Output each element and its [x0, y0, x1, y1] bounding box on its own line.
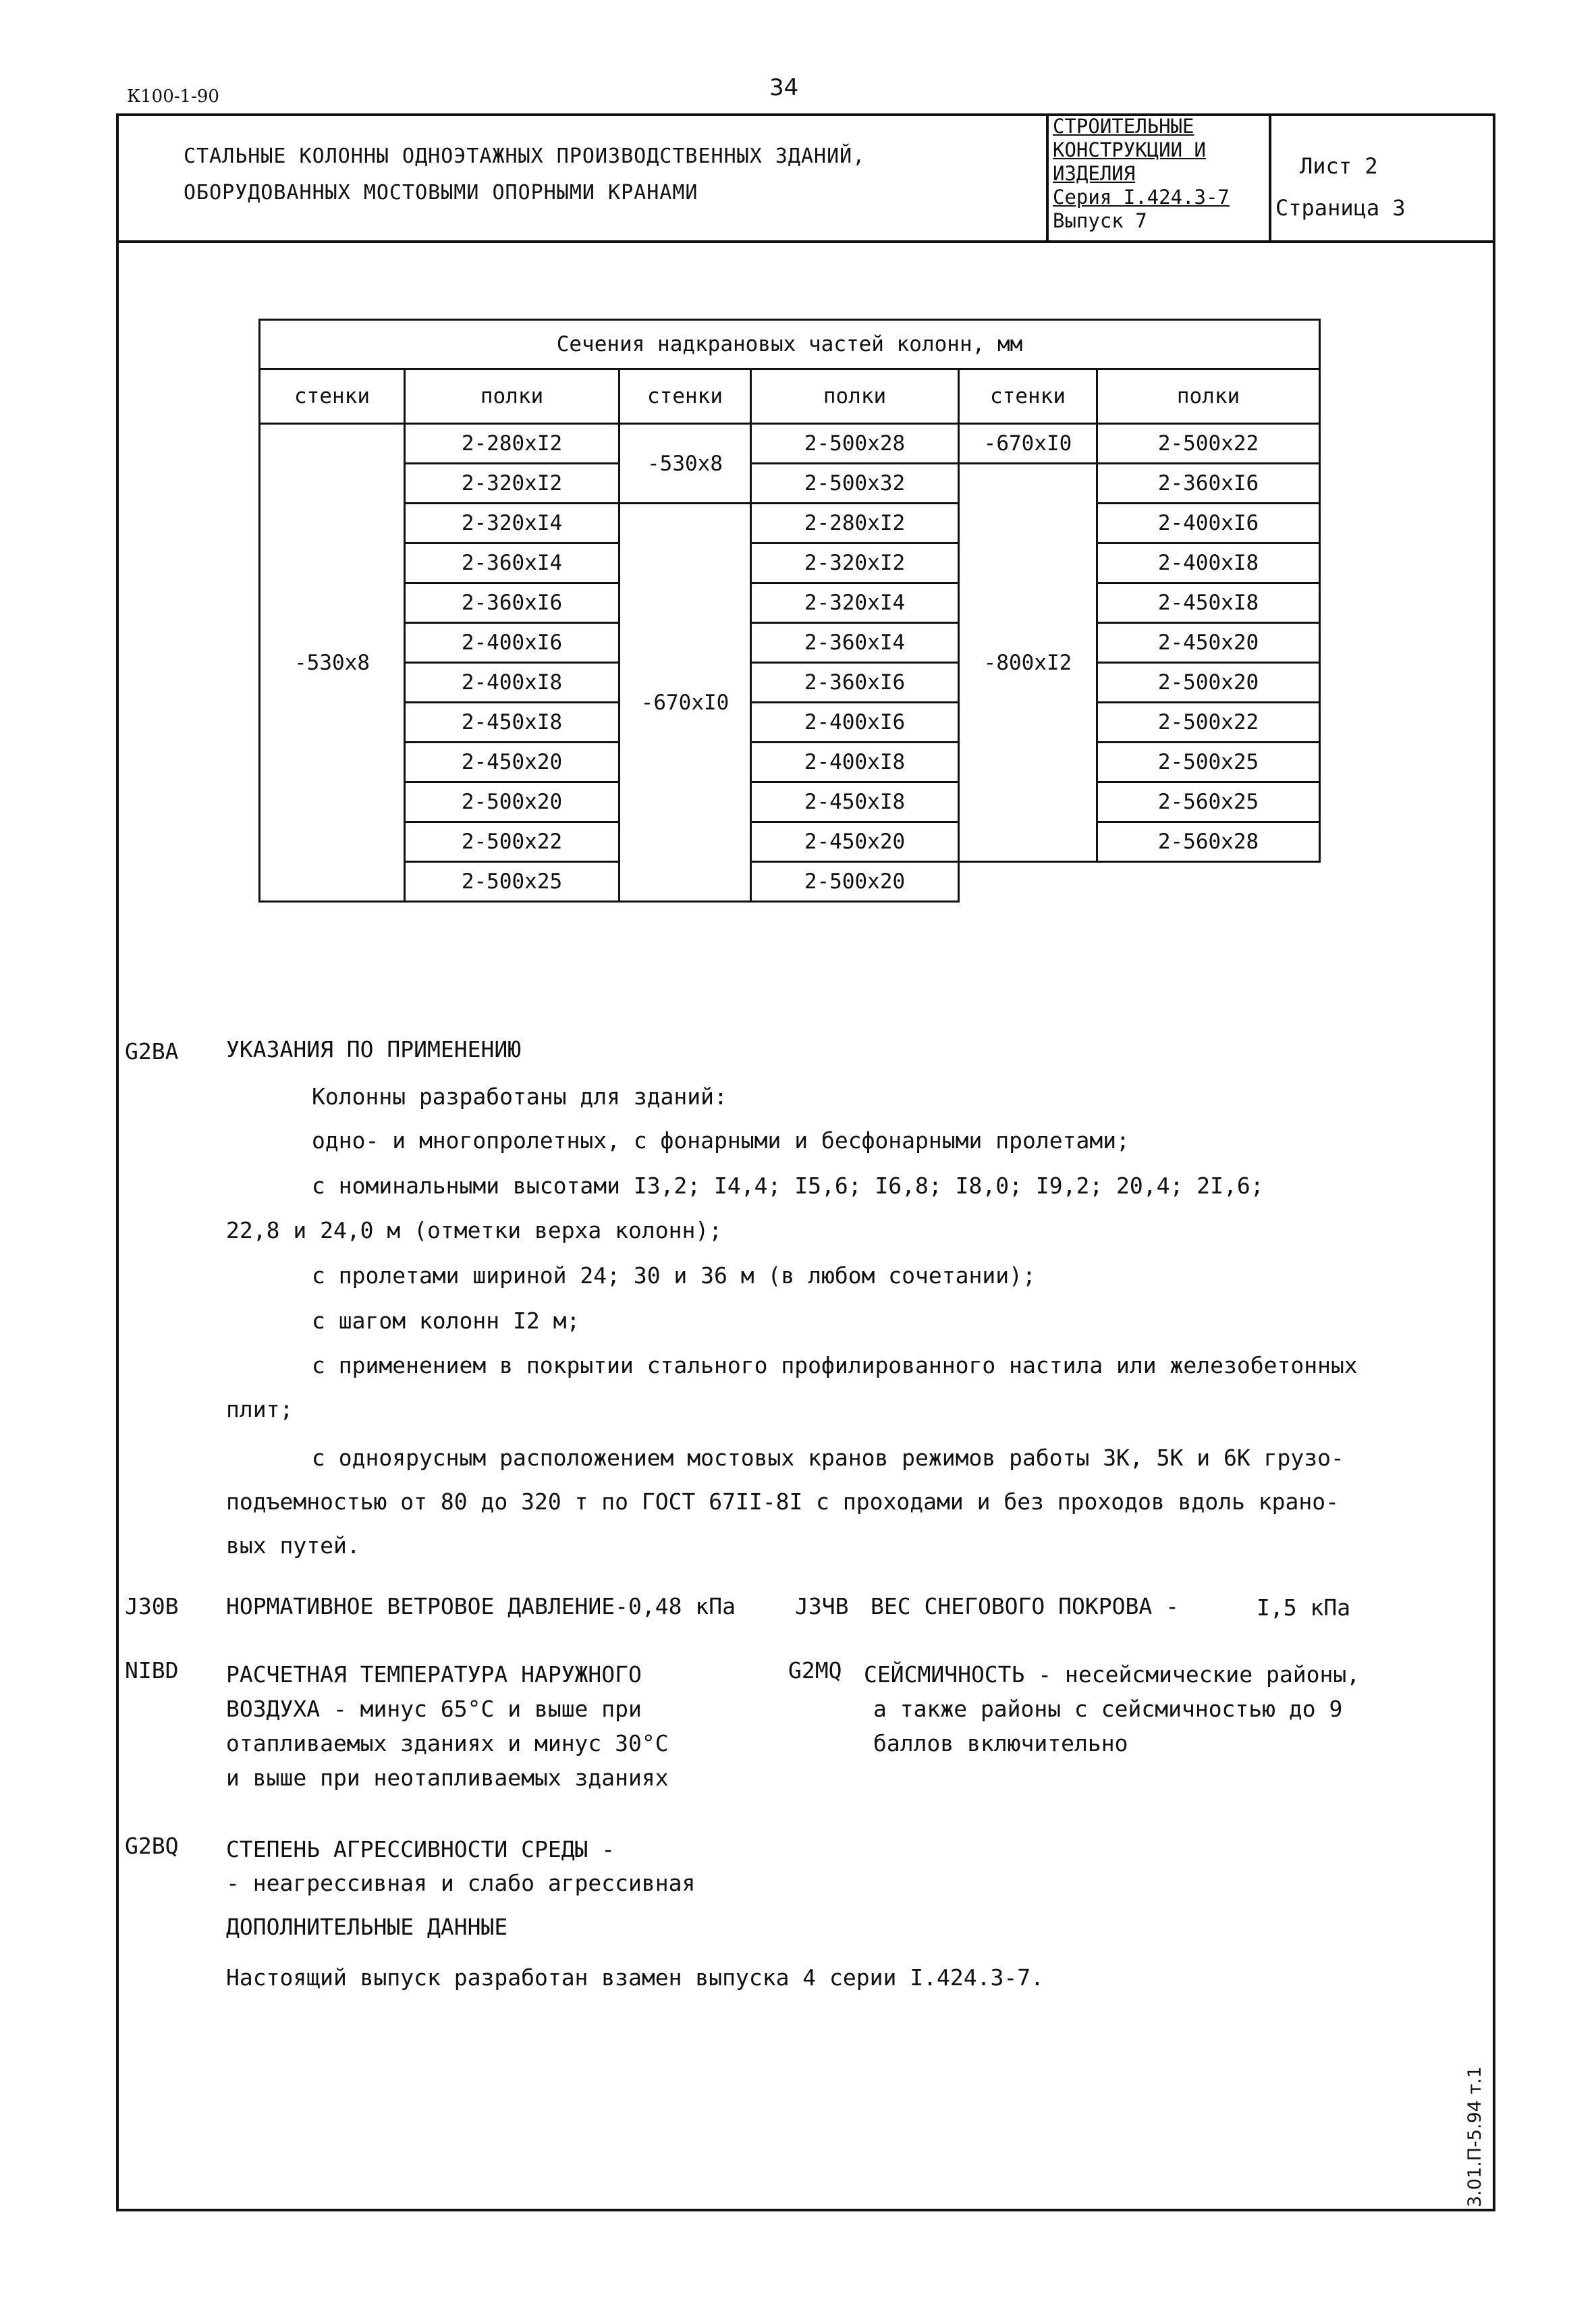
section-code: G2BA: [125, 1038, 179, 1065]
title-line: СТАЛЬНЫЕ КОЛОННЫ ОДНОЭТАЖНЫХ ПРОИЗВОДСТВЕННЫХ ЗДАНИЙ,: [184, 144, 866, 168]
paragraph-line: с шагом колонн I2 м;: [312, 1308, 580, 1334]
column-header: стенки: [620, 369, 751, 424]
web-cell: -670xI0: [959, 424, 1097, 464]
web-cell: -670xI0: [620, 504, 751, 902]
flange-cell: 2-320xI4: [405, 504, 620, 543]
document-title: [184, 138, 865, 211]
paragraph-line: с применением в покрытии стального профилированного настила или железобетонных: [312, 1352, 1358, 1378]
web-cell: -530x8: [260, 424, 405, 902]
flange-cell: 2-500x20: [1097, 663, 1320, 703]
column-header: полки: [751, 369, 959, 424]
paragraph-line: с номинальными высотами I3,2; I4,4; I5,6; I6,8; I8,0; I9,2; 20,4; 2I,6;: [312, 1173, 1264, 1199]
flange-cell: 2-360xI4: [751, 623, 959, 663]
flange-cell: 2-450x20: [405, 743, 620, 782]
flange-cell: 2-320xI2: [751, 543, 959, 583]
category-line: СТРОИТЕЛЬНЫЕ: [1053, 115, 1194, 138]
table-row: [260, 623, 1320, 663]
flange-cell: 2-280xI2: [751, 504, 959, 543]
table-row: [260, 424, 1320, 464]
series-block: [1053, 115, 1230, 233]
table-row: [260, 862, 1320, 902]
web-cell: -530x8: [620, 424, 751, 504]
table-row: [260, 663, 1320, 703]
title-block-separator: [1046, 113, 1049, 242]
flange-cell: 2-320xI4: [751, 583, 959, 623]
flange-cell: 2-500x22: [1097, 424, 1320, 464]
category-line: ИЗДЕЛИЯ: [1053, 162, 1136, 185]
side-stamp: 3.01.П-5.94 т.1: [1464, 2066, 1485, 2207]
flange-cell: 2-400xI6: [751, 703, 959, 743]
table-row: [260, 743, 1320, 782]
series-number: Серия I.424.3-7: [1053, 186, 1230, 209]
temperature-line: и выше при неотапливаемых зданиях: [226, 1765, 669, 1791]
sheet-block: [1275, 145, 1406, 229]
flange-cell: 2-560x25: [1097, 782, 1320, 822]
section-title: УКАЗАНИЯ ПО ПРИМЕНЕНИЮ: [226, 1036, 522, 1063]
flange-cell: 2-500x25: [1097, 743, 1320, 782]
flange-cell: 2-500x22: [405, 822, 620, 862]
web-cell: -800xI2: [959, 464, 1097, 862]
flange-cell: 2-400xI8: [751, 743, 959, 782]
paragraph-line: плит;: [226, 1396, 294, 1422]
flange-cell: 2-500x22: [1097, 703, 1320, 743]
additional-title: ДОПОЛНИТЕЛЬНЫЕ ДАННЫЕ: [226, 1914, 508, 1940]
sections-table: [258, 319, 1321, 903]
flange-cell: 2-400xI8: [1097, 543, 1320, 583]
flange-cell: 2-450xI8: [751, 782, 959, 822]
flange-cell: 2-450x20: [751, 822, 959, 862]
sheet-number: Лист 2: [1300, 153, 1378, 179]
aggressiveness-line: - неагрессивная и слабо агрессивная: [226, 1870, 696, 1896]
flange-cell: 2-450x20: [1097, 623, 1320, 663]
paragraph-line: с одноярусным расположением мостовых кранов режимов работы 3К, 5К и 6К грузо-: [312, 1445, 1344, 1471]
column-header: стенки: [260, 369, 405, 424]
issue-number: Выпуск 7: [1053, 209, 1147, 232]
seismic-code: G2MQ: [788, 1657, 842, 1684]
flange-cell: 2-560x28: [1097, 822, 1320, 862]
temperature-code: NIBD: [125, 1657, 179, 1684]
seismic-line: СЕЙСМИЧНОСТЬ - несейсмические районы,: [864, 1661, 1360, 1688]
flange-cell: 2-500x20: [405, 782, 620, 822]
flange-cell: 2-360xI6: [1097, 464, 1320, 504]
paragraph-line: с пролетами шириной 24; 30 и 36 м (в любом сочетании);: [312, 1262, 1036, 1289]
sheet-page: Страница 3: [1275, 195, 1406, 221]
table-row: [260, 543, 1320, 583]
flange-cell: 2-450xI8: [405, 703, 620, 743]
temperature-line: отапливаемых зданиях и минус 30°С: [226, 1730, 669, 1756]
flange-cell: 2-450xI8: [1097, 583, 1320, 623]
flange-cell: 2-400xI6: [405, 623, 620, 663]
wind-code: J30B: [125, 1593, 179, 1619]
table-row: [260, 822, 1320, 862]
column-header: стенки: [959, 369, 1097, 424]
paragraph-line: Колонны разработаны для зданий:: [312, 1083, 727, 1110]
snow-code: J3ЧB: [795, 1593, 849, 1619]
temperature-line: РАСЧЕТНАЯ ТЕМПЕРАТУРА НАРУЖНОГО: [226, 1661, 642, 1688]
table-row: [260, 782, 1320, 822]
flange-cell: 2-360xI6: [405, 583, 620, 623]
paragraph-line: вых путей.: [226, 1532, 360, 1559]
table-row: [260, 504, 1320, 543]
flange-cell: 2-500x28: [751, 424, 959, 464]
temperature-block: [226, 1657, 669, 1795]
table-row: [260, 583, 1320, 623]
title-block-divider: [116, 240, 1493, 243]
flange-cell: 2-500x32: [751, 464, 959, 504]
snow-load: ВЕС СНЕГОВОГО ПОКРОВА -: [871, 1593, 1179, 1619]
category-line: КОНСТРУКЦИИ И: [1053, 138, 1206, 161]
seismic-block: [864, 1657, 1360, 1760]
column-header: полки: [405, 369, 620, 424]
wind-pressure: НОРМАТИВНОЕ ВЕТРОВОЕ ДАВЛЕНИЕ-0,48 кПа: [226, 1593, 736, 1619]
aggressiveness-line: СТЕПЕНЬ АГРЕССИВНОСТИ СРЕДЫ -: [226, 1836, 615, 1862]
flange-cell: 2-500x20: [751, 862, 959, 902]
paragraph-line: одно- и многопролетных, с фонарными и бесфонарными пролетами;: [312, 1127, 1130, 1154]
flange-cell: 2-320xI2: [405, 464, 620, 504]
page-number: 34: [769, 74, 799, 101]
temperature-line: ВОЗДУХА - минус 65°С и выше при: [226, 1696, 642, 1722]
table-row: [260, 703, 1320, 743]
seismic-line: баллов включительно: [873, 1730, 1128, 1756]
flange-cell: 2-500x25: [405, 862, 620, 902]
paragraph-line: 22,8 и 24,0 м (отметки верха колонн);: [226, 1217, 723, 1243]
additional-text: Настоящий выпуск разработан взамен выпуска 4 серии I.424.3-7.: [226, 1964, 1044, 1991]
seismic-line: а также районы с сейсмичностью до 9: [873, 1696, 1343, 1722]
snow-load-value: I,5 кПа: [1257, 1594, 1351, 1621]
table-row: [260, 464, 1320, 504]
paragraph-line: подъемностью от 80 до 320 т по ГОСТ 67II-8I с проходами и без проходов вдоль крано-: [226, 1488, 1340, 1515]
flange-cell: 2-280xI2: [405, 424, 620, 464]
flange-cell: 2-400xI6: [1097, 504, 1320, 543]
flange-cell: 2-400xI8: [405, 663, 620, 703]
title-block-separator: [1269, 113, 1271, 242]
column-header: полки: [1097, 369, 1320, 424]
title-line: ОБОРУДОВАННЫХ МОСТОВЫМИ ОПОРНЫМИ КРАНАМИ: [184, 181, 698, 205]
empty-cell: [959, 862, 1320, 902]
aggressiveness-code: G2BQ: [125, 1833, 179, 1859]
flange-cell: 2-360xI6: [751, 663, 959, 703]
flange-cell: 2-360xI4: [405, 543, 620, 583]
table-caption: Сечения надкрановых частей колонн, мм: [260, 320, 1320, 369]
document-code: К100-1-90: [127, 86, 219, 107]
aggressiveness-block: [226, 1833, 695, 1900]
